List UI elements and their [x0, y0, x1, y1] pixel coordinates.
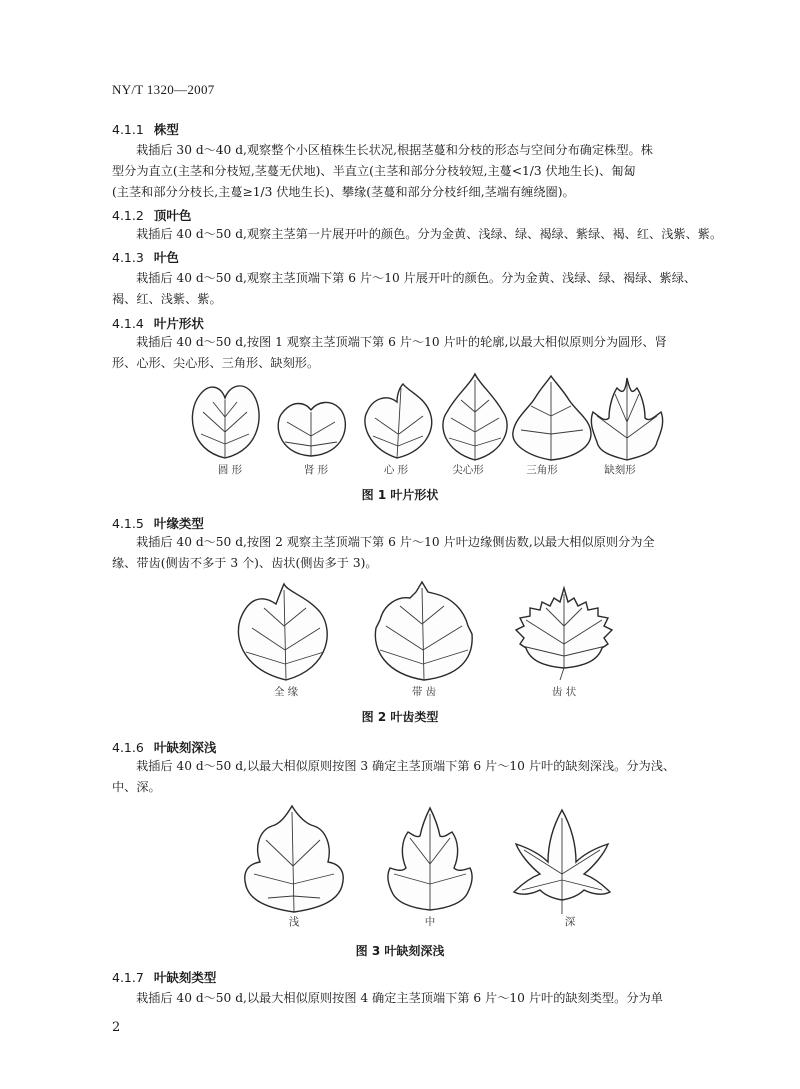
- section-title: 叶片形状: [153, 316, 204, 331]
- figure-3-caption: 图 3 叶缺刻深浅: [355, 944, 445, 958]
- text-line: 栽插后 40 d～50 d,以最大相似原则按图 3 确定主茎顶端下第 6 片～10 片叶的缺刻深浅。分为浅、: [136, 759, 676, 773]
- text-line: 形、心形、尖心形、三角形、缺刻形。: [112, 356, 320, 370]
- section-title: 叶缘类型: [153, 516, 204, 531]
- figure-label: 圆 形: [217, 464, 243, 476]
- figure-2-caption: 图 2 叶齿类型: [361, 710, 439, 724]
- section-number: 4.1.6: [112, 740, 144, 755]
- figure-label: 心 形: [383, 464, 409, 476]
- section-heading-4-1-7: [112, 968, 216, 986]
- paragraph-4-1-7: [112, 988, 744, 1009]
- paragraph-4-1-4: [112, 332, 744, 374]
- leaf-dentate-margin-illustration: [516, 588, 612, 680]
- leaf-pointed-heart-illustration: [443, 374, 507, 460]
- figure-label: 肾 形: [303, 464, 329, 476]
- section-number: 4.1.3: [112, 250, 144, 265]
- text-line: 栽插后 40 d～50 d,观察主茎第一片展开叶的颜色。分为金黄、浅绿、绿、褐绿、紫绿、褐、红、浅紫、紫。: [136, 227, 723, 241]
- figure-1-leaf-shapes: [185, 372, 665, 464]
- leaf-toothed-margin-illustration: [375, 582, 472, 680]
- section-heading-4-1-2: [112, 206, 191, 224]
- section-number: 4.1.5: [112, 516, 144, 531]
- leaf-kidney-illustration: [278, 402, 345, 456]
- leaf-heart-illustration: [365, 384, 432, 458]
- figure-3-lobe-depth: [240, 804, 620, 918]
- figure-label: 浅: [288, 916, 300, 928]
- paragraph-4-1-2: [112, 224, 744, 245]
- section-title: 叶色: [153, 250, 179, 265]
- text-line: 栽插后 30 d～40 d,观察整个小区植株生长状况,根据茎蔓和分枝的形态与空间分布确定株型。株: [136, 143, 653, 157]
- text-line: 栽插后 40 d～50 d,以最大相似原则按图 4 确定主茎顶端下第 6 片～10 片叶的缺刻类型。分为单: [136, 991, 663, 1005]
- text-line: (主茎和部分分枝长,主蔓≥1/3 伏地生长)、攀缘(茎蔓和部分分枝纤细,茎端有缠绕圈)。: [112, 185, 575, 199]
- text-line: 褐、红、浅紫、紫。: [112, 292, 222, 306]
- leaf-entire-margin-illustration: [238, 584, 327, 680]
- figure-label: 尖心形: [452, 464, 484, 476]
- paragraph-4-1-5: [112, 532, 744, 574]
- section-title: 株型: [153, 122, 179, 137]
- paragraph-4-1-1: [112, 140, 744, 203]
- leaf-deep-lobe-illustration: [514, 810, 610, 914]
- figure-label: 齿 状: [551, 686, 577, 698]
- section-heading-4-1-3: [112, 248, 179, 266]
- paragraph-4-1-6: [112, 756, 744, 798]
- figure-label: 深: [564, 916, 576, 928]
- document-code: NY/T 1320—2007: [112, 82, 215, 97]
- leaf-triangular-illustration: [513, 376, 591, 460]
- section-title: 叶缺刻类型: [153, 970, 217, 985]
- section-heading-4-1-5: [112, 514, 204, 532]
- section-number: 4.1.4: [112, 316, 144, 331]
- leaf-round-illustration: [192, 386, 259, 458]
- section-title: 顶叶色: [153, 208, 192, 223]
- section-heading-4-1-1: [112, 120, 179, 138]
- page-number: 2: [112, 1020, 121, 1035]
- section-number: 4.1.2: [112, 208, 144, 223]
- figure-label: 中: [424, 916, 436, 928]
- text-line: 栽插后 40 d～50 d,按图 1 观察主茎顶端下第 6 片～10 片叶的轮廓,以最大相似原则分为圆形、肾: [136, 335, 667, 349]
- section-heading-4-1-6: [112, 738, 216, 756]
- figure-label: 带 齿: [411, 686, 437, 698]
- figure-1-caption: 图 1 叶片形状: [361, 488, 439, 502]
- figure-label: 全 缘: [273, 686, 299, 698]
- section-title: 叶缺刻深浅: [153, 740, 217, 755]
- text-line: 栽插后 40 d～50 d,观察主茎顶端下第 6 片～10 片展开叶的颜色。分为金黄、浅绿、绿、褐绿、紫绿、: [136, 271, 697, 285]
- paragraph-4-1-3: [112, 268, 744, 310]
- figure-2-leaf-margins: [230, 580, 620, 684]
- figure-label: 三角形: [526, 464, 558, 476]
- section-number: 4.1.7: [112, 970, 144, 985]
- section-heading-4-1-4: [112, 314, 204, 332]
- text-line: 栽插后 40 d～50 d,按图 2 观察主茎顶端下第 6 片～10 片叶边缘侧齿数,以最大相似原则分为全: [136, 535, 655, 549]
- text-line: 缘、带齿(侧齿不多于 3 个)、齿状(侧齿多于 3)。: [112, 556, 378, 570]
- section-number: 4.1.1: [112, 122, 144, 137]
- leaf-shallow-lobe-illustration: [245, 806, 343, 912]
- leaf-lobed-illustration: [591, 378, 662, 460]
- figure-label: 缺刻形: [604, 464, 636, 476]
- leaf-medium-lobe-illustration: [388, 808, 472, 910]
- text-line: 中、深。: [112, 780, 161, 794]
- text-line: 型分为直立(主茎和分枝短,茎蔓无伏地)、半直立(主茎和部分分枝较短,主蔓<1/3 伏地生长)、匍匐: [112, 164, 636, 178]
